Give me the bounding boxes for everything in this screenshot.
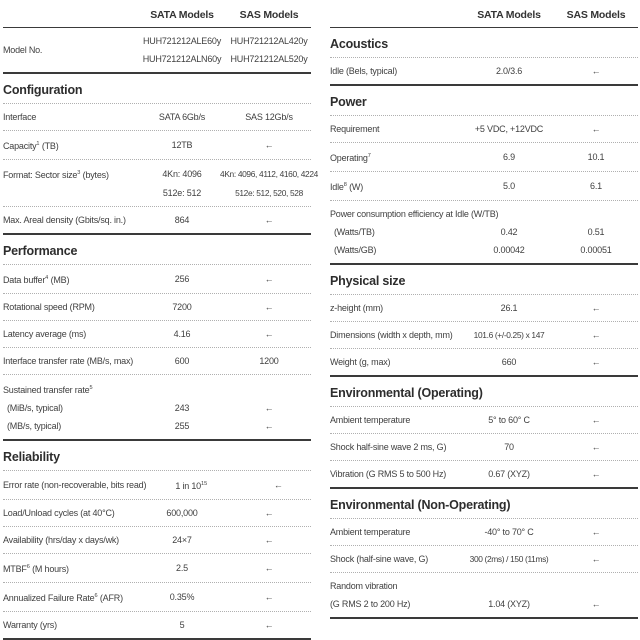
spec-row	[330, 295, 638, 321]
sata-value: 4Kn: 4096	[162, 168, 202, 179]
sata-value: 600,000	[166, 507, 198, 518]
model-number: HUH721212ALE60y	[142, 36, 222, 46]
sata-value: 5° to 60° C	[488, 414, 530, 425]
sata-value: 12TB	[171, 139, 193, 150]
section-performance	[3, 235, 311, 441]
sas-value: ←	[264, 591, 274, 602]
sata-value: 7200	[172, 301, 192, 312]
spec-row	[330, 460, 638, 487]
sas-value: 1200	[259, 355, 279, 366]
spec-row	[330, 348, 638, 375]
spec-row	[3, 265, 311, 293]
sas-value: ←	[591, 123, 601, 134]
sata-model-numbers	[137, 36, 227, 64]
sata-value: 243	[174, 402, 190, 413]
row-label: (MiB/s, typical)	[7, 402, 63, 413]
spec-line	[3, 272, 311, 287]
model-number: HUH721212ALN60y	[142, 54, 222, 64]
row-label: Operating$^7$	[330, 152, 371, 163]
row-label: Load/Unload cycles (at 40°C)	[3, 507, 115, 518]
row-label: Ambient temperature	[330, 526, 411, 537]
models-header-row	[330, 2, 638, 28]
row-label: Random vibration	[330, 580, 398, 591]
section-environmental-non-operating	[330, 489, 638, 619]
spec-table-right	[330, 2, 638, 640]
row-label: Shock half-sine wave 2 ms, G)	[330, 441, 447, 452]
column-header-sata: SATA Models	[150, 9, 214, 21]
section-title: Environmental (Non-Operating)	[330, 489, 638, 519]
sas-value: 512e: 512, 520, 528	[235, 187, 303, 198]
spec-line	[330, 526, 638, 539]
row-label: Data buffer$^4$ (MB)	[3, 274, 70, 285]
sata-value: 2.5	[176, 562, 188, 573]
spec-line	[3, 138, 311, 153]
spec-row	[3, 130, 311, 159]
spec-line	[330, 226, 638, 239]
row-label: Idle$^8$ (W)	[330, 181, 364, 192]
row-label: Vibration (G RMS 5 to 500 Hz)	[330, 468, 447, 479]
sata-value: 660	[501, 356, 517, 367]
spec-line	[330, 356, 638, 369]
section-title: Configuration	[3, 74, 311, 104]
spec-line	[3, 590, 311, 605]
sas-value: 10.1	[587, 151, 605, 162]
spec-line	[3, 167, 318, 182]
spec-row	[3, 526, 311, 553]
spec-line	[330, 553, 638, 566]
sata-value: 26.1	[500, 302, 518, 313]
row-label: Interface	[3, 111, 37, 122]
sas-value: ←	[264, 328, 274, 339]
sas-value: 0.00051	[580, 244, 612, 255]
spec-line	[3, 301, 311, 314]
spec-row	[330, 572, 638, 617]
row-label: Warranty (yrs)	[3, 619, 57, 630]
sas-value: ←	[591, 302, 601, 313]
spec-row	[3, 206, 311, 233]
spec-line	[330, 598, 638, 611]
sas-value: ←	[264, 402, 274, 413]
spec-line	[3, 402, 311, 415]
row-label: (Watts/GB)	[334, 244, 377, 255]
sas-value: ←	[591, 526, 601, 537]
sata-value: 255	[174, 420, 190, 431]
spec-row	[3, 553, 311, 582]
spec-row	[330, 545, 638, 572]
spec-row	[3, 611, 311, 638]
spec-line	[330, 414, 638, 427]
sata-value: +5 VDC, +12VDC	[474, 123, 544, 134]
spec-line	[330, 244, 638, 257]
spec-line	[3, 619, 311, 632]
spec-line	[3, 478, 311, 493]
row-label: Shock (half-sine wave, G)	[330, 553, 429, 564]
sas-value: ←	[264, 273, 274, 284]
spec-line	[3, 187, 311, 200]
row-label: Ambient temperature	[330, 414, 411, 425]
row-label: Dimensions (width x depth, mm)	[330, 329, 453, 340]
sata-value: 101.6 (+/-0.25) x 147	[473, 329, 545, 340]
spec-line	[330, 208, 638, 221]
sas-value: ←	[264, 562, 274, 573]
section-title: Reliability	[3, 441, 311, 471]
sas-value: ←	[264, 507, 274, 518]
sas-value: ←	[264, 534, 274, 545]
sata-value: 864	[174, 214, 190, 225]
sas-value: 6.1	[590, 180, 602, 191]
spec-row	[330, 519, 638, 545]
row-label: Rotational speed (RPM)	[3, 301, 95, 312]
sas-value: ←	[591, 65, 601, 76]
spec-row	[3, 293, 311, 320]
row-label: Annualized Failure Rate$^6$ (AFR)	[3, 592, 123, 603]
sas-value: ←	[264, 214, 274, 225]
spec-table-left	[3, 2, 318, 640]
spec-line	[3, 561, 311, 576]
section-reliability	[3, 441, 311, 640]
sas-value: 4Kn: 4096, 4112, 4160, 4224	[220, 168, 318, 179]
section-title: Environmental (Operating)	[330, 377, 638, 407]
section-acoustics	[330, 28, 638, 86]
spec-line	[330, 179, 638, 194]
spec-row	[330, 433, 638, 460]
row-label: Capacity$^1$ (TB)	[3, 140, 59, 151]
sata-value: 1 in $10^{15}$	[175, 480, 208, 491]
section-title: Acoustics	[330, 28, 638, 58]
spec-line	[3, 534, 311, 547]
row-label: Power consumption efficiency at Idle (W/TB)	[330, 208, 499, 219]
section-title: Performance	[3, 235, 311, 265]
sata-value: 1.04 (XYZ)	[488, 598, 530, 609]
sata-value: 0.00042	[493, 244, 525, 255]
spec-row	[330, 200, 638, 263]
sata-value: 5	[179, 619, 185, 630]
spec-row	[3, 582, 311, 611]
sata-value: 6.9	[503, 151, 515, 162]
spec-line	[330, 123, 638, 136]
model-number: HUH721212AL520y	[230, 54, 308, 64]
section-physical-size	[330, 265, 638, 377]
spec-line	[330, 65, 638, 78]
spec-line	[3, 507, 311, 520]
sata-value: 512e: 512	[162, 187, 202, 198]
spec-line	[330, 468, 638, 481]
sata-value: 0.35%	[169, 591, 195, 602]
spec-row	[3, 471, 311, 499]
row-label: Error rate (non-recoverable, bits read)	[3, 479, 147, 490]
sata-value: SATA 6Gb/s	[158, 111, 206, 122]
row-label: Sustained transfer rate$^5$	[3, 384, 93, 395]
spec-row	[330, 58, 638, 84]
sas-value: ←	[591, 598, 601, 609]
sas-value: ←	[591, 468, 601, 479]
section-title: Physical size	[330, 265, 638, 295]
sas-value: ←	[591, 329, 601, 340]
spec-line	[330, 302, 638, 315]
column-header-sata: SATA Models	[477, 9, 541, 21]
spec-line	[330, 580, 638, 593]
sas-value: ←	[591, 414, 601, 425]
spec-line	[3, 420, 311, 433]
spec-line	[3, 111, 311, 124]
row-label: MTBF$^6$ (M hours)	[3, 563, 69, 574]
section-environmental-operating	[330, 377, 638, 489]
spec-line	[3, 328, 311, 341]
spec-row	[330, 142, 638, 171]
sas-value: ←	[591, 356, 601, 367]
sas-value: ←	[591, 441, 601, 452]
sata-value: 4.16	[173, 328, 191, 339]
sata-value: 5.0	[503, 180, 515, 191]
spec-row	[330, 116, 638, 142]
sas-value: ←	[591, 553, 601, 564]
spec-line	[330, 150, 638, 165]
row-label: Latency average (ms)	[3, 328, 87, 339]
row-label: z-height (mm)	[330, 302, 383, 313]
sata-value: 24×7	[172, 534, 192, 545]
sata-value: 2.0/3.6	[495, 65, 523, 76]
spec-row	[330, 407, 638, 433]
sata-value: 600	[174, 355, 190, 366]
spec-row	[3, 374, 311, 439]
row-label: Interface transfer rate (MB/s, max)	[3, 355, 134, 366]
spec-row	[3, 499, 311, 526]
spec-line	[330, 441, 638, 454]
spec-row	[330, 321, 638, 348]
row-label: Requirement	[330, 123, 380, 134]
spec-row	[3, 347, 311, 374]
row-label: (MB/s, typical)	[7, 420, 62, 431]
spec-row	[3, 320, 311, 347]
sata-value: 300 (2ms) / 150 (11ms)	[469, 553, 549, 564]
row-label: (G RMS 2 to 200 Hz)	[330, 598, 411, 609]
row-label: Weight (g, max)	[330, 356, 391, 367]
spec-line	[330, 329, 638, 342]
sata-value: 70	[504, 441, 514, 452]
model-number: HUH721212AL420y	[230, 36, 308, 46]
models-header-row	[3, 2, 311, 28]
row-label: Max. Areal density (Gbits/sq. in.)	[3, 214, 126, 225]
model-number-row	[3, 28, 311, 74]
sata-value: 0.67 (XYZ)	[488, 468, 530, 479]
section-configuration	[3, 74, 318, 235]
sas-value: ←	[264, 420, 274, 431]
section-power	[330, 86, 638, 265]
sata-value: 0.42	[500, 226, 518, 237]
spec-line	[3, 214, 311, 227]
spec-row	[3, 159, 318, 206]
sas-model-numbers	[227, 36, 311, 64]
column-header-sas: SAS Models	[566, 9, 626, 21]
sas-value: ←	[264, 139, 274, 150]
spec-row	[3, 104, 311, 130]
spec-row	[330, 171, 638, 200]
row-label: Model No.	[3, 45, 43, 55]
sas-value: ←	[264, 301, 274, 312]
spec-line	[3, 355, 311, 368]
column-header-sas: SAS Models	[239, 9, 299, 21]
sata-value: 256	[174, 273, 190, 284]
row-label: (Watts/TB)	[334, 226, 375, 237]
sas-value: SAS 12Gb/s	[245, 111, 293, 122]
row-label: Availability (hrs/day x days/wk)	[3, 534, 119, 545]
sata-value: -40° to 70° C	[484, 526, 534, 537]
row-label: Idle (Bels, typical)	[330, 65, 398, 76]
sas-value: ←	[273, 479, 283, 490]
sas-value: ←	[264, 619, 274, 630]
row-label: Format: Sector size$^3$ (bytes)	[3, 169, 109, 180]
section-title: Power	[330, 86, 638, 116]
spec-line	[3, 382, 311, 397]
sas-value: 0.51	[587, 226, 605, 237]
